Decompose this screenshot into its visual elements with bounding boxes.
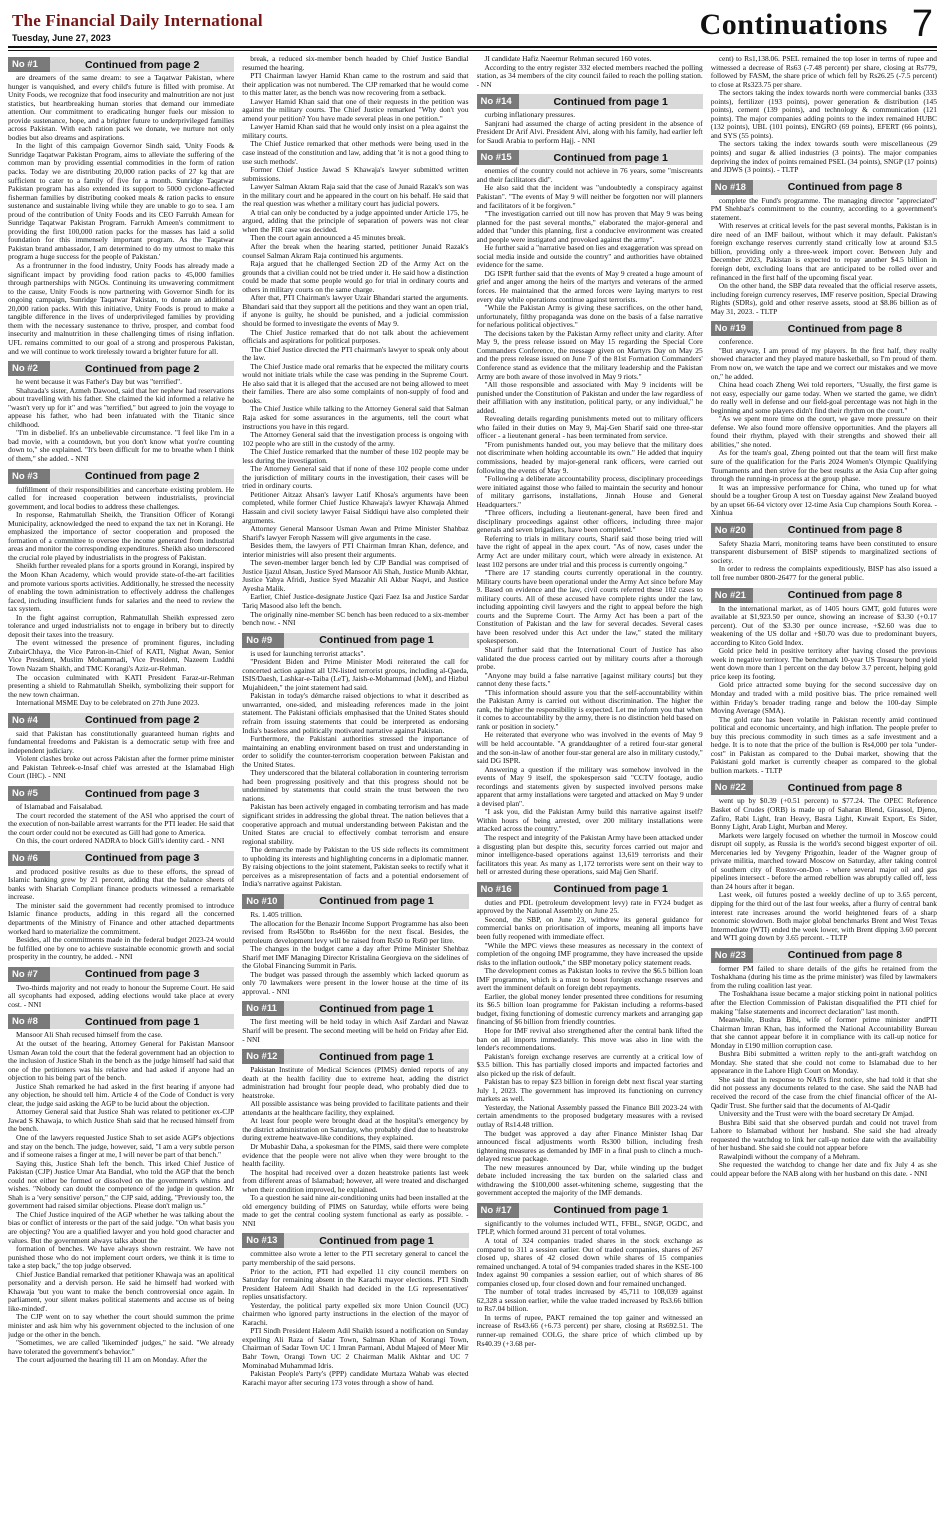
story-number-tag: No #1 bbox=[8, 57, 50, 72]
story-paragraph: fulfillment of their responsibilities and cancerbate existing problem. He called for increased cooperation between industrialists, provincial government, and local bodies to address these challenges. bbox=[8, 484, 235, 511]
story-paragraph: In the international market, as of 1405 hours GMT, gold futures were available at $1,923.50 per ounce, showing an increase of $3.30 (+0.17 percent). Out of the $3.30 per ounce increase, +$2.60 was due to weakening of the US dollar and +$0.70 was due to predominant buyers, according to Kitco Gold Index. bbox=[710, 603, 937, 647]
story-paragraph: former PM failed to share details of the gifts he retained from the Toshakhana (during his time as the prime minister) was filed by lawmakers from the ruling coalition last year. bbox=[710, 963, 937, 990]
story-header bbox=[8, 967, 234, 982]
story-paragraph: The Attorney General said that the investigation process is ongoing with 102 people who are still in the custody of the army. bbox=[242, 430, 469, 448]
story-paragraph: Pakistan has to repay $23 billion in foreign debt next fiscal year starting July 1, 2023. The government has improved its functioning on currency markets as well. bbox=[476, 1077, 703, 1104]
story-number-tag: No #10 bbox=[242, 894, 284, 909]
story bbox=[8, 1012, 234, 1364]
story bbox=[711, 178, 937, 317]
story-paragraph: Yesterday, the political party expelled six more Union Council (UC) chairmen who ignored party instructions in the election of the mayor of Karachi. bbox=[242, 1300, 469, 1327]
story-paragraph: The occasion culminated with KATI President Faraz-ur-Rehman presenting a shield to Rahmatullah Sheikh, symbolizing their support for the new town chairman. bbox=[8, 672, 235, 699]
story-paragraph: "Anyone may build a false narrative [against military courts] but they cannot deny these facts." bbox=[476, 670, 703, 689]
story-paragraph: One of the lawyers requested Justice Shah to set aside AGP's objections and stay on the bench. The judge, however, said, "I am a very subtle person and if someone raises a finger at me, I will never be part of that bench." bbox=[8, 1132, 235, 1160]
story-paragraph: Pakistan in today's démarche raised objections to what it described as unwarranted, one-sided, and misleading references made in the joint statement. The Pakistani officials emphasised that the United States should refrain from issuing statements that could be interpreted as endorsing India's baseless and politically motivated narrative against Pakistan. bbox=[242, 691, 469, 735]
masthead-left bbox=[8, 11, 263, 46]
story-paragraph: "Sometimes, we are called 'likeminded' judges," he said. "We already have tolerated the government's behavior." bbox=[8, 1338, 235, 1356]
story-paragraph: The respect and integrity of the Pakistan Army have been attacked under a disgusting plan but despite this, security forces carried out major and minor intelligence-based operations against 13,619 terrorists and their facilitators this year. As many as 1,172 terrorists were sent on their way to hell or arrested during these operations, said Maj Gen Sharif. bbox=[476, 833, 703, 877]
page-number: 7 bbox=[911, 3, 933, 45]
story-paragraph: Furthermore, the Pakistani authorities stressed the importance of maintaining an enabling environment based on trust and understanding in order to solidify the counter-terrorism cooperation between Pakistan and the United States. bbox=[242, 734, 469, 769]
story-paragraph: Rawalpindi without the company of a Mehram. bbox=[718, 1151, 860, 1161]
story-paragraph: complete the Fund's programme. The managing director "appreciated" PM Shehbaz's commitment to the country, according to a government's statement. bbox=[710, 195, 937, 222]
story bbox=[8, 55, 234, 356]
story-header bbox=[711, 523, 937, 538]
continued-label: Continued from page 3 bbox=[84, 787, 200, 800]
story-number-tag: No #9 bbox=[242, 633, 284, 648]
paper-name: The Financial Daily International bbox=[12, 11, 263, 30]
story-paragraph: With reserves at critical levels for the past several months, Pakistan is in dire need of an IMF bailout, without which it may default. Pakistan's foreign exchange reserves currently stand critically low at around $3.5 billion, providing only a three-week import cover. Between July and December 2023, Pakistan is expected to repay another $4.5 billion in foreign debt, excluding loans that are anticipated to be rolled over and refinanced in the first half of the upcoming fiscal year. bbox=[710, 221, 937, 282]
issue-date: Tuesday, June 27, 2023 bbox=[12, 33, 111, 43]
story-paragraph: The Chief Justice while talking to the Attorney General said that Salman Raja asked for some assurances in the arguments, tell the court what instructions you have in this regard. bbox=[242, 404, 469, 431]
story-paragraph: Referring to trials in military courts, Sharif said those being tried will have the right of appeal in the apex court. "As of now, cases under the Army Act are under military court, which were already in existence. At least 102 persons are under trial and this process is currently ongoing." bbox=[476, 533, 703, 569]
story bbox=[711, 319, 937, 517]
story-paragraph: The allocation for the Benazir Income Support Programme has also been revised from Rs450bn to Rs466bn for the next fiscal. Besides, the petroleum development levy will be raised from Rs50 to Rs60 per litre. bbox=[242, 918, 469, 945]
story bbox=[8, 711, 234, 781]
story-paragraph: Pakistan People's Party's (PPP) candidate Murtaza Wahab was elected Karachi mayor after securing 173 votes through a show of hand. bbox=[242, 1369, 469, 1387]
story-number-tag: No #22 bbox=[711, 780, 753, 795]
story-header bbox=[8, 361, 234, 376]
continued-label: Continued from page 3 bbox=[84, 968, 200, 981]
story-paragraph: He also said that the incident was "undoubtedly a conspiracy against Pakistan". "The events of May 9 will neither be forgotten nor will planners and facilitators of it be forgiven." bbox=[476, 183, 703, 210]
story-number-tag: No #18 bbox=[711, 180, 753, 195]
continued-label: Continued from page 8 bbox=[787, 781, 903, 794]
story-paragraph: PTI Chairman lawyer Hamid Khan came to the rostrum and said that their application was not numbered. The CJP remarked that he would come to this matter later, as the bench was now recovering from a setback. bbox=[242, 71, 469, 98]
story-paragraph: "This information should assure you that the self-accountability within the Pakistan Army is carried out without discrimination. The higher the rank, the higher the responsibility is expected. Let me inform you that when it comes to accountability by the army, there is no distinction held based on rank or position in society." bbox=[476, 687, 703, 731]
story-paragraph: According to the entry register 332 elected members reached the polling station, as 34 members of the city council failed to reach the polling station. - NN bbox=[476, 62, 703, 89]
column-3 bbox=[477, 55, 703, 1530]
story-paragraph: As a frontrunner in the food industry, Unity Foods has already made a significant impact by providing food ration packs to 45,000 families through partnerships with NGOs. Continuing its unwavering commitment to the cause, Unity Foods is now partnering with Governor Sindh for its ongoing campaign, Sunridge Taqatwar Pakistan, to donate an additional 20,000 ration packs. With this initiative, Unity Foods is proud to make a tangible difference in the lives of underprivileged families by providing them with the necessary sustenance to thrive, prosper, and combat food insecurity and malnutrition in these challenging times of rising inflation. UFL remains committed to our goal of a strong and prosperous Pakistan, and we will continue to work tirelessly toward a brighter future for all. bbox=[8, 261, 235, 356]
story-paragraph: Revealing details regarding punishments meted out to military officers who failed in their duties on May 9, Maj-Gen Sharif said one three-star officer - a lieutenant general - has been terminated from service. bbox=[476, 414, 703, 441]
masthead bbox=[8, 0, 937, 48]
continued-label: Continued from page 8 bbox=[787, 589, 903, 602]
continued-label: Continued from page 8 bbox=[787, 181, 903, 194]
story bbox=[242, 631, 468, 889]
story-paragraph: Besides them, the lawyers of PTI Chairman Imran Khan, defence, and interior ministries will also present their arguments. bbox=[242, 541, 469, 559]
continued-label: Continued from page 8 bbox=[787, 524, 903, 537]
story-number-tag: No #17 bbox=[477, 1203, 519, 1218]
column-4 bbox=[711, 55, 937, 1530]
story-paragraph: "From punishments handed out, you may believe that the military does not discriminate when holding accountable its own." He added that inquiry commissions, headed by major-general rank officers, were carried out following the events of May 9. bbox=[476, 439, 703, 475]
story bbox=[711, 946, 937, 1179]
story-paragraph: They underscored that the bilateral collaboration in countering terrorism had been progressing positively and that this progress should not be undermined by statements that could strain the trust between the two nations. bbox=[242, 768, 469, 803]
story-paragraph: Shahzada's sister, Azmeh Dawood, said that her nephew had reservations about travelling with his father. She claimed the kid informed a relative he "wasn't very up for it" and was "terrified," but agreed to join the voyage to appease his father, who had been infatuated with the Titanic since childhood. bbox=[8, 385, 235, 429]
story bbox=[242, 1047, 468, 1228]
story-header bbox=[477, 1203, 703, 1218]
story-paragraph: enemies of the country could not achieve in 76 years, some "miscreants and their facilitators did". bbox=[476, 166, 703, 184]
story-paragraph: After the break when the hearing started, petitioner Junaid Razak's counsel Salman Akram Raja continued his arguments. bbox=[242, 242, 469, 260]
story-paragraph: Earlier, Chief Justice-designate Justice Qazi Faez Isa and Justice Sardar Tariq Masood also left the bench. bbox=[242, 592, 469, 610]
story-paragraph: All possible assistance was being provided to facilitate patients and their attendants at the healthcare facility, they explained. bbox=[242, 1099, 469, 1117]
story-paragraph: committee also wrote a letter to the PTI secretary general to cancel the party membership of the said persons. bbox=[242, 1249, 469, 1267]
story-paragraph: Pakistan Institute of Medical Sciences (PIMS) denied reports of any death at the health facility due to extreme heat, adding the district administration had brought four people dead, who probably died due to heatstroke. bbox=[242, 1065, 469, 1100]
continued-label: Continued from page 1 bbox=[553, 151, 668, 164]
story-paragraph: "While the MPC views these measures as necessary in the context of completion of the ongoing IMF programme, they have increased the upside risks to the inflation outlook," the SBP monetary policy statement reads. bbox=[476, 940, 703, 967]
story-paragraph: Dr Mubashir Daha, a spokesman for the PIMS, said there were complete evidence that the people were not alive when they were brought to the health facility. bbox=[242, 1141, 469, 1169]
story-paragraph: Bushra Bibi submitted a written reply to the anti-graft watchdog on Monday. She stated that she could not come to Islamabad due to her appearance in the Lahore High Court on Monday. bbox=[710, 1049, 937, 1076]
story-paragraph: "But anyway, I am proud of my players. In the first half, they really showed character and they played mature basketball, so I'm proud of them. From now on, we watch the tape and we correct our mistakes and we move on," he added. bbox=[710, 345, 937, 381]
story-number-tag: No #19 bbox=[711, 321, 753, 336]
continued-label: Continued from page 1 bbox=[84, 1015, 200, 1028]
story-paragraph: Sanjrani had assumed the charge of acting president in the absence of President Dr Arif Alvi. President Alvi, along with his family, had earlier left for Saudi Arabia to perform Hajj. - NNI bbox=[476, 118, 703, 145]
story-paragraph: The development comes as Pakistan looks to revive the $6.5 billion loan IMF programme, which is a must to boost foreign exchange reserves and avert the imminent default on foreign debt repayments. bbox=[476, 966, 703, 993]
story bbox=[242, 999, 468, 1044]
story-paragraph: University and the Trust were with the board secretary Dr Amjad. bbox=[718, 1109, 914, 1119]
story-paragraph: She requested the watchdog to change her date and fix July 4 as she could appear before the NAB along with her husband on this date. - NNI bbox=[710, 1160, 937, 1178]
story-paragraph: Last week, oil futures posted a weekly decline of up to 3.65 percent, dipping for the third out of the last four weeks, after a flurry of central bank interest rate increases around the world heightened fears of a sharp economic slowdown. Both major global benchmarks Brent and West Texas Intermediate (WTI) ended the week lower, with Brent dipping 3.60 percent and WTI going down by 3.65 percent. - TLTP bbox=[710, 890, 937, 943]
story-paragraph: Answering a question if the military was somehow involved in the events of May 9 itself, the spokesperson said "CCTV footage, audio recordings and statements given by suspected involved persons make apparent that army installations were targeted and attacked on May 9 under a devised plan". bbox=[476, 764, 703, 808]
story-paragraph: Petitioner Aitzaz Ahsan's lawyer Latif Khosa's arguments have been completed, while former Chief Justice Khawaja's lawyer Khawaja Ahmed Hassain and civil society lawyer Faisal Siddiqui have also completed their arguments. bbox=[242, 489, 469, 525]
continued-label: Continued from page 2 bbox=[84, 58, 200, 71]
story bbox=[711, 521, 937, 583]
story-header bbox=[711, 780, 937, 795]
story-paragraph: A total of 324 companies traded shares in the stock exchange as compared to 311 a session earlier. Out of traded companies, shares of 267 closed up, shares of 42 closed down while shares of 15 companies remained unchanged. A total of 94 companies traded shares in the KSE-100 Index against 90 companies a session earlier, out of which shares of 86 companies closed up, four closed down and four remained unchanged. bbox=[476, 1236, 703, 1288]
story-paragraph: The Chief Justice remarked that other methods were being used in the case instead of the constitution and law, adding that 'it is not a good thing to use such methods'. bbox=[242, 139, 469, 166]
story-paragraph: The gold rate has been volatile in Pakistan recently amid continued political and economic uncertainty, and high inflation. The people prefer to buy this precious commodity in such times as a safe investment and a hedge. It is to note that the price of the bullion is Rs4,000 per tola "under-cost" in Pakistan as compared to the Dubai market, showing that the Pakistani gold market is currently cheaper as compared to the global bullion markets. - TLTP bbox=[710, 714, 937, 775]
story-paragraph: The number of total trades increased by 45,711 to 108,039 against 62,328 a session earlier, while the value traded increased by Rs3.66 billion to Rs7.04 billion. bbox=[476, 1287, 703, 1314]
story-paragraph: Meanwhile, Bushra Bibi, wife of former prime minister andPTI Chairman Imran Khan, has informed the National Accountability Bureau that she cannot appear before it in compliance with its call-up notice for Monday in £190 million corruption case. bbox=[710, 1015, 937, 1050]
story-header bbox=[242, 633, 468, 648]
story bbox=[242, 55, 468, 628]
story-paragraph: Sharif further said that the International Court of Justice has also validated the due process carried out by military courts after a thorough probe. bbox=[476, 645, 703, 672]
story bbox=[477, 880, 703, 1198]
story bbox=[8, 467, 234, 708]
story-paragraph: The Chief Justice remarked that do not talk about the achievement officials and aspirations for political purposes. bbox=[242, 327, 469, 346]
continued-label: Continued from page 8 bbox=[787, 322, 903, 335]
story-header bbox=[8, 469, 234, 484]
section-title: Continuations bbox=[699, 7, 888, 41]
continued-label: Continued from page 1 bbox=[553, 95, 668, 108]
article-columns bbox=[8, 55, 937, 1530]
story-paragraph: In the fight against corruption, Rahmatullah Sheikh expressed zero tolerance and urged industrialists not to engage in bribery but to directly deposit their taxes into the treasury. bbox=[8, 612, 235, 639]
story-number-tag: No #14 bbox=[477, 94, 519, 109]
story-number-tag: No #23 bbox=[711, 948, 753, 963]
continued-label: Continued from page 1 bbox=[319, 895, 434, 908]
continued-label: Continued from page 1 bbox=[553, 883, 668, 896]
story-header bbox=[8, 713, 234, 728]
story-paragraph: PTI Sindh President Haleem Adil Shaikh issued a notification on Sunday expelling Ali Raza of Sadar Town, Salman Khan of Korangi Town, Chairman of Sadar Town UC 1 Imran Parmani, Abdul Majeed of Meer Mir Bahr Town, Orangi Town UC 2 Chairman Malik Akhtar and UC 7 Mominabad Muhammad Idris. bbox=[242, 1326, 469, 1370]
story bbox=[477, 92, 703, 145]
story-number-tag: No #16 bbox=[477, 882, 519, 897]
story-paragraph: The decisions taken by the Pakistan Army reflect unity and clarity. After May 9, the press release issued on May 15 regarding the Special Core Commanders Conference, the message given on Martyrs Day on May 25 and the press release issued on June 7 of the 81st Formation Commanders' Conference stand as evidence that the military leadership and the Pakistan Army are both aware of those involved in May 9 riots." bbox=[476, 328, 703, 381]
story-paragraph: She said that in response to NAB's first notice, she had told it that she did not possess any documents related to the case. She said the NAB had received the record of the case from the chief financial officer of the Al-Qadir Trust. She further said that the documents of Al-Qadir bbox=[710, 1074, 937, 1110]
story-paragraph: After that, PTI Chairman's lawyer Uzair Bhandari started the arguments. Bhandari said that they support all the petitions and they want an open trial, if anyone is guilty, he should be punished, and a judicial commission should be formed to investigate the events of May 9. bbox=[242, 293, 469, 328]
story-paragraph: In the light of this campaign Governor Sindh said, 'Unity Foods & Sunridge Taqatwar Pakistan Program, aims to alleviate the suffering of the common man by providing essential commodities in the form of ration packs. Today we are distributing 20,000 ration packs of 27 kg that are sufficient to cater to a family of five for a month. Sunridge Taqatwar Pakistan program has also extended its support to 5000 cyclone-affected fisherman families by distributing cooked meals & ration packs to ensure sustenance and sustainable living while they are unable to go to sea. I am proud of the contribution of Unity Foods and its CEO Farrukh Amean for Sunridge Taqatwar Pakistan Program. Farrukh Ameen's commitment to providing the first 100,000 ration packs for the masses has laid a solid foundation for this immensely important program. As the Taqatwar Pakistan brand ambassador, I am determined to do my utmost to make this program a huge success for the people of Pakistan.' bbox=[8, 141, 235, 262]
column-1 bbox=[8, 55, 234, 1530]
story-paragraph: Markets were largely focused on whether the turmoil in Moscow could disrupt oil supply, as Russia is the world's second biggest exporter of oil. Mercenaries led by Yevgeny Prigozhin, leader of the Wagner group of private militia, marched toward Moscow on Saturday, after taking control of southern city of Rostov-on-Don - where several major oil and gas pipelines intersect - before the armed rebellion was abruptly called off, less than 24 hours after it began. bbox=[710, 830, 937, 891]
story-paragraph: Mansoor Ali Shah recused himself from the case. bbox=[16, 1030, 163, 1040]
story-paragraph: DG ISPR further said that the events of May 9 created a huge amount of grief and anger among the heirs of the martyrs and veterans of the armed forces. He maintained that the armed forces were laying martyrs to rest every day while operations continue against terrorists. bbox=[476, 268, 703, 304]
story-number-tag: No #3 bbox=[8, 469, 50, 484]
column-2 bbox=[242, 55, 468, 1530]
story bbox=[8, 965, 234, 1010]
story-header bbox=[477, 94, 703, 109]
story-paragraph: Earlier, the global money lender presented three conditions for resuming its $6.5 billion loan programme for Pakistan including a reforms-based budget, fixing functioning of domestic currency markets and arranging gap financing of $6 billion from friendly countries. bbox=[476, 991, 703, 1027]
story-paragraph: curbing inflationary pressures. bbox=[484, 110, 576, 120]
story-header bbox=[711, 588, 937, 603]
story-paragraph: Saying this, Justice Shah left the bench. This irked Chief Justice of Pakistan (CJP) Justice Umar Ata Bandial, who told the AGP that the bench could not either be formed or dissolved on the government's whims and wishes. "Nobody can doubt the competence of the judge in question. Mr Shah is a 'very sensitive' person," the CJP said, adding, "Previously too, the government had raised similar objections. Please don't malign us." bbox=[8, 1158, 235, 1211]
story-header bbox=[477, 150, 703, 165]
story-paragraph: The court recorded the statement of the ASI who apprised the court of the execution of non-bailable arrest warrants for the PTI leader. He said that the court order could not be executed as Gill had gone to America. bbox=[8, 810, 235, 837]
story-header bbox=[8, 57, 234, 72]
continued-label: Continued from page 2 bbox=[84, 470, 200, 483]
story-paragraph: Former Chief Justice Jawad S Khawaja's lawyer submitted written submissions. bbox=[242, 165, 469, 183]
story-number-tag: No #12 bbox=[242, 1049, 284, 1064]
story-paragraph: In terms of rupee, PAKT remained the top gainer and witnessed an increase of Rs43.66 (+6.73 percent) per share, closing at Rs692.51. The runner-up remained COLG, the share price of which climbed up by Rs40.39 (+3.68 per- bbox=[476, 1312, 703, 1348]
story-paragraph: The sectors taking the index towards north were commercial banks (333 points), fertilizer (193 points), power generation & distribution (145 points), cement (139 points), and technology & communication (121 points). The major companies adding points to the index remained HUBC (132 points), UBL (101 points), ENGRO (69 points), EFERT (66 points), and SYS (55 points). bbox=[710, 88, 937, 140]
story-number-tag: No #8 bbox=[8, 1014, 50, 1029]
continued-label: Continued from page 3 bbox=[84, 852, 200, 865]
story-number-tag: No #15 bbox=[477, 150, 519, 165]
story bbox=[711, 586, 937, 776]
story-paragraph: "I'm in disbelief. It's an unbelievable circumstance. "I feel like I'm in a bad movie, with a countdown, but you don't know what you're counting down to," she explained. "It's been difficult for me to breathe when I think of them," she added. - NNI bbox=[8, 428, 235, 463]
story-paragraph: The Chief Justice inquired of the AGP whether he was talking about the bias or conflict of interests or the part of the said judge. "On what basis you are objecting? You are a qualified lawyer and you hold good character and values. But the government always talks about the bbox=[8, 1209, 235, 1245]
story-paragraph: are dreamers of the same dream: to see a Taqatwar Pakistan, where hunger is vanquished, and every child's future is filled with promise. At Unity Foods, we recognize that food insecurity and malnutrition are not just statistics, but heartbreaking human stories that demand our immediate attention. Our commitment to eradicating hunger fuels our mission to provide sustenance, hope, and a brighter future to underprivileged families across Pakistan. With each ration pack we donate, we nurture not only bodies but also dreams and aspirations. bbox=[8, 73, 235, 142]
story-header bbox=[242, 1001, 468, 1016]
story-paragraph: break, a reduced six-member bench headed by Chief Justice Bandial resumed the hearing. bbox=[242, 55, 469, 72]
story-number-tag: No #20 bbox=[711, 523, 753, 538]
story-paragraph: The CJP went on to say whether the court should summon the prime minister and ask him why his government objected to the inclusion of one judge or the other in the bench. bbox=[8, 1312, 235, 1339]
story-paragraph: "As we spent more time on the court, we gave more pressure on their defense. We also found more offensive opportunities. And the players all found their rhythm, played with their strengths and showed their all abilities," she noted. bbox=[710, 414, 937, 449]
story-header bbox=[477, 882, 703, 897]
story bbox=[8, 784, 234, 846]
story-paragraph: Yesterday, the National Assembly passed the Finance Bill 2023-24 with certain amendments to the proposed budgetary measures with a revised outlay of Rs14.48 trillion. bbox=[476, 1102, 703, 1129]
story-header bbox=[242, 1233, 468, 1248]
story-paragraph: A trial can only be conducted by a judge appointed under Article 175, he argued, adding that the principle of separation of powers was not clear when the FIR case was decided. bbox=[242, 207, 469, 234]
story-paragraph: said that Pakistan has constitutionally guaranteed human rights and fundamental freedoms and Pakistan is a democratic setup with free and independent judiciary. bbox=[8, 728, 235, 755]
story-number-tag: No #5 bbox=[8, 786, 50, 801]
story-paragraph: The Chief Justice made oral remarks that he expected the military courts would not initiate trials while the case was pending in the Supreme Court. He also said that it is alleged that the accused are not being allowed to meet their families. There are also some complaints of non-supply of food and books. bbox=[242, 361, 469, 405]
story-paragraph: International MSME Day to be celebrated on 27th June 2023. bbox=[16, 698, 200, 708]
story bbox=[242, 892, 468, 996]
story-paragraph: conference. bbox=[718, 337, 754, 347]
story-number-tag: No #4 bbox=[8, 713, 50, 728]
story bbox=[8, 849, 234, 962]
story-paragraph: The event witnessed the presence of prominent figures, including ZubairChhaya, the Vice Patron-in-Chief of KATI, Nighat Awan, Senior Vice President, Muslim Mohammadi, Vice President, Nazeem Luddhi Town Nazam Shaikh, and TMC Korangi's Aziz-ur-Rehman. bbox=[8, 638, 235, 673]
story-paragraph: "Following a deliberate accountability process, disciplinary proceedings were initiated against those who failed to maintain the security and honour of military garrisons, installations, Jinnah House and General Headquarters." bbox=[476, 474, 703, 509]
story-paragraph: On this, the court ordered NADRA to block Gill's identity card. - NNI bbox=[16, 836, 225, 846]
story-header bbox=[711, 948, 937, 963]
story-header bbox=[242, 894, 468, 909]
story-paragraph: "There are 17 standing courts currently operational in the country. Military courts have been operational under the Army Act since before May 9. Based on evidence and the law, civil courts referred these 102 cases to military courts. All of these accused have complete rights under the law, including appointing civil lawyers and the right to appeal before the high courts and the Supreme Court. The Army Act has been a part of the Constitution of Pakistan and the law for several decades. Several cases have been resolved under this Act under the law," stated the military spokesperson. bbox=[476, 568, 703, 646]
story-paragraph: he went because it was Father's Day but was "terrified". bbox=[16, 377, 183, 387]
continued-label: Continued from page 8 bbox=[787, 949, 903, 962]
story-paragraph: Pakistan has been actively engaged in combating terrorism and has made significant strides in addressing the global threat. The nation believes that a cooperative approach and mutual understanding between Pakistan and the United States are crucial to effectively combat terrorism and ensure regional stability. bbox=[242, 802, 469, 846]
story-paragraph: Besides, all the commitments made in the federal budget 2023-24 would be fulfilled one by one to achieve sustainable economic growth and social prosperity in the country, he added. - NNI bbox=[8, 935, 235, 962]
masthead-right bbox=[700, 3, 937, 46]
story-paragraph: In order to redress the complaints expeditiously, BISP has also issued a toll free number 0800-26477 for the general public. bbox=[710, 564, 937, 582]
story-number-tag: No #21 bbox=[711, 588, 753, 603]
masthead-rule bbox=[8, 50, 937, 51]
story-paragraph: As for the team's goal, Zheng pointed out that the team will first make sure of the qualification for the Paris 2024 Women's Olympic Qualifying Tournaments and then strive for the best results at the Asia Cup after going through the running-in process at the group phase. bbox=[710, 448, 937, 484]
continued-label: Continued from page 1 bbox=[319, 634, 434, 647]
story-paragraph: Bushra Bibi said that she observed purdah and could not travel from Lahore to Islamabad without her husband. She said she had already requested the watchdog to link her call-up notice date with the availability of her husband. She said she could not appear before bbox=[710, 1117, 937, 1153]
story-paragraph: On the other hand, the SBP data revealed that the official reserve assets, including foreign currency reserves, IMF reserve position, Special Drawing Rights (SDRs), gold and other reserve assets, stood at $8.86 billion as of May 31, 2023. - TLTP bbox=[710, 281, 937, 316]
story-paragraph: Gold price attracted some buying for the second successive day on Monday and traded with a mild positive bias. The price remained well within Friday's broader trading range and below the 100-day Simple Moving Average (SMA). bbox=[710, 680, 937, 716]
story-paragraph: The minister said the government had recently promised to introduce Islamic finance products, adding in this regard all the concerned departments of the Ministry of Finance and other attached departments worked hard to materialize the commitment. bbox=[8, 900, 235, 936]
story-paragraph: The Chief Justice remarked that the number of these 102 people may be less during the investigation. bbox=[242, 447, 469, 465]
story-paragraph: Then the court again announced a 45 minutes break. bbox=[250, 233, 406, 243]
story-paragraph: and produced positive results as due to these efforts, the spread of Islamic banking grew by 21 percent, adding that the balance sheets of banks with Shariah Compliant finance products witnessed a remarkable increase. bbox=[8, 866, 235, 902]
story-paragraph: The Attorney General said that if none of these 102 people come under the jurisdiction of military courts in the investigation, their cases will be tried in ordinary courts. bbox=[242, 464, 469, 491]
continued-label: Continued from page 1 bbox=[319, 1234, 434, 1247]
story bbox=[477, 148, 703, 876]
story-paragraph: Second, the SBP, on June 23, withdrew its general guidance for commercial banks on prioritisation of imports, meaning all imports have been fully reopened with immediate effect. bbox=[476, 914, 703, 941]
story-paragraph: Raja argued that he challenged Section 2D of the Army Act on the grounds that a civilian could not be tried under it. He said how a distinction could be made that some people would go for trial in ordinary courts and others in military courts on the same charge. bbox=[242, 259, 469, 294]
story-paragraph: Sheikh further revealed plans for a sports ground in Korangi, inspired by the Moon Khan Academy, which would provide state-of-the-art facilities and promote various sports activities. Additionally, he stressed the necessity of enabling the town administration to effectively address the challenges faced, including insufficient funds for salaries and the need to review the tax system. bbox=[8, 561, 235, 614]
story-paragraph: "President Biden and Prime Minister Modi reiterated the call for concerted action against all UN-listed terrorist groups, including al-Qaeda, ISIS/Daesh, Lashkar-e-Taiba (LeT), Jaish-e-Mohammad (JeM), and Hizbul Mujahideen," the joint statement had said. bbox=[242, 657, 469, 692]
story-paragraph: Lawyer Hamid Khan said that he would only insist on a plea against the military courts. bbox=[242, 122, 469, 140]
story bbox=[711, 55, 937, 175]
story-header bbox=[8, 786, 234, 801]
story bbox=[711, 778, 937, 942]
story-paragraph: It was an impressive performance for China, who tuned up for what should be a tougher Group A test on Tuesday against New Zealand buoyed by an upset 66-64 victory over 12-time Asia Cup champions South Korea. - Xinhua bbox=[710, 482, 937, 518]
story-paragraph: significantly to the volumes included WTL, FFBL, SNGP, OGDC, and TPLP, which formed around 31 percent of total volumes. bbox=[476, 1218, 703, 1237]
story-paragraph: The changes in the budget came a day after Prime Minister Shehbaz Sharif met IMF Managing Director Kristalina Georgieva on the sidelines of the Global Financing Summit in Paris. bbox=[242, 944, 469, 971]
story-paragraph: "While the Pakistan Army is giving these sacrifices, on the other hand, unfortunately, filthy propaganda was done on the basis of a false narrative for nefarious political objectives." bbox=[476, 303, 703, 330]
story-paragraph: "Three officers, including a lieutenant-general, have been fired and disciplinary proceedings against other officers, including three major generals and seven brigadiers, have been completed." bbox=[476, 508, 703, 535]
continued-label: Continued from page 1 bbox=[319, 1050, 434, 1063]
story-paragraph: formation of benches. We have always shown restraint. We have not punished those who do not implement court orders, we think it is time to take a step back," the top judge observed. bbox=[8, 1244, 235, 1271]
story-paragraph: The demarche made by Pakistan to the US side reflects its commitment to upholding its interests and highlighting concerns in a diplomatic manner. By raising objections to the joint statement, Pakistan seeks to rectify what it perceives as a misrepresentation of facts and a potential endorsement of India's narrative against Pakistan. bbox=[242, 845, 469, 889]
story-number-tag: No #11 bbox=[242, 1001, 284, 1016]
story-paragraph: went up by $0.39 (+0.51 percent) to $77.24. The OPEC Reference Basket of Crudes (ORB) is made up of Saharan Blend, Girassol, Djeno, Zafiro, Rabi Light, Iran Heavy, Basra Light, Kuwait Export, Es Sider, Bonny Light, Arab Light, Murban and Merey. bbox=[710, 796, 937, 832]
story-number-tag: No #7 bbox=[8, 967, 50, 982]
story-paragraph: Lawyer Salman Akram Raja said that the case of Junaid Razak's son was in the military court and he appeared in the court on his behalf. He said that the real question was whether a military court has judicial powers. bbox=[242, 182, 469, 209]
story-paragraph: The sectors taking the index towards south were miscellaneous (29 points) and sugar & allied industries (3 points). The major companies depriving the index of points remained PSEL (34 points), SNGP (17 points) and JDWS (3 points). - TLTP bbox=[710, 139, 937, 175]
story-paragraph: To a question he said nine air-conditioning units had been installed at the old emergency building of PIMS on Saturday, while efforts were being made to get the central cooling system functional as early as possible. - NNI bbox=[242, 1193, 469, 1228]
story-header bbox=[711, 180, 937, 195]
story-paragraph: duties and PDL (petroleum development levy) rate in FY24 budget as approved by the National Assembly on June 25. bbox=[476, 897, 703, 916]
story-paragraph: Attorney General Mansoor Usman Awan and Prime Minister Shahbaz Sharif's lawyer Feroph Nassem will give arguments in the case. bbox=[242, 524, 469, 542]
story-header bbox=[8, 851, 234, 866]
story-paragraph: The originally nine-member SC bench has been reduced to a six-member bench now. - NNI bbox=[242, 609, 469, 628]
story-paragraph: The budget was approved a day after Finance Minister Ishaq Dar announced fiscal adjustments worth Rs300 billion, including fresh tightening measures as demanded by IMF in a final push to clinch a much-delayed rescue package. bbox=[476, 1128, 703, 1164]
story-paragraph: The seven-member larger bench led by CJP Bandial was comprised of Justice Ijazul Ahsan, Justice Syed Mansoor Ali Shah, Justice Munib Akhtar, Justice Yahya Afridi, Justice Syed Mazahir Ali Akbar Naqvi, and Justice Ayesha Malik. bbox=[242, 558, 469, 593]
story-paragraph: Justice Shah remarked he had asked in the first hearing if anyone had any objection, he should tell him. Article 4 of the Code of Conduct is very clear, the judge said asking the AGP to be lucid about the objection. bbox=[8, 1081, 235, 1108]
story-paragraph: In response, Rahmatullah Sheikh, the Transition Officer of Korangi Municipality, acknowledged the need to expand the tax net in Korangi. He emphasized the importance of sector cooperation and proposed the formation of a committee to oversee the income generated from industrial areas and monitor the corresponding expenditures. Sheikh also underscored the crucial role played by industrialists in the progress of Pakistan. bbox=[8, 510, 235, 562]
story-paragraph: Gold price held in positive territory after having closed the previous week in negative territory. The benchmark 10-year US Treasury bond yield went down more than 1 percent on the day below 3.7 percent, helping gold price keep its footing. bbox=[710, 646, 937, 681]
story-paragraph: Pakistan's foreign exchange reserves are currently at a critical low of $3.5 billion. This has partially closed imports and impacted factories and also picked up the risk of default. bbox=[476, 1051, 703, 1078]
story bbox=[477, 1201, 703, 1348]
story-paragraph: Hope for IMF revival also strengthened after the central bank lifted the ban on all imports immediately. This move was also in line with the lender's recommendations. bbox=[476, 1025, 703, 1053]
story-paragraph: Two-thirds majority and not ready to honour the Supreme Court. He said all sycophants had exposed, adding elections would take place at every cost. - NNI bbox=[8, 982, 235, 1009]
story-header bbox=[242, 1049, 468, 1064]
story-number-tag: No #2 bbox=[8, 361, 50, 376]
story-paragraph: "All those responsible and associated with May 9 incidents will be punished under the Constitution of Pakistan and under the law regardless of their affiliation with any institution, political party, or any individual," he added. bbox=[476, 380, 703, 415]
story-paragraph: Safety Shazia Marri, monitoring teams have been constituted to ensure transparent disbursement of BISP stipends to marginalized sections of society. bbox=[710, 538, 937, 565]
story-paragraph: Violent clashes broke out across Pakistan after the former prime minister and Pakistan Tehreek-e-Insaf chief was arrested at the Islamabad High Court (IHC). - NNI bbox=[8, 754, 235, 781]
story-paragraph: Lawyer Hamid Khan said that one of their requests in the petition was against the military courts. The Chief Justice remarked "Why don't you amend your petition? You have made several pleas in one petition." bbox=[242, 96, 469, 123]
story-paragraph: The Toshakhana issue became a major sticking point in national politics after the Election Commission of Pakistan disqualified the PTI chief for making "false statements and incorrect declaration" last month. bbox=[710, 989, 937, 1016]
story-number-tag: No #6 bbox=[8, 851, 50, 866]
story-number-tag: No #13 bbox=[242, 1233, 284, 1248]
story-paragraph: Chief Justice Bandial remarked that petitioner Khawaja was an apolitical personality and a dervish person. He said he himself had worked with Khawaja 'but you want to make the bench controversial once again. In parliament, your silent makes political statements and accuse us of being like-minded'. bbox=[8, 1269, 235, 1313]
story-paragraph: The first meeting will be held today in which Asif Zardari and Nawaz Sharif will be present. The second meeting will be held on Friday after Eid. - NNI bbox=[242, 1017, 469, 1044]
story-paragraph: cent) to Rs1,138.06. PSEL remained the top loser in terms of rupee and witnessed a decrease of Rs63 (-7.48 percent) per share, closing at Rs779, followed by FASM, the share price of which fell by Rs26.25 (-7.5 percent) to close at Rs323.75 per share. bbox=[710, 55, 937, 89]
story-paragraph: The Chief Justice directed the PTI chairman's lawyer to speak only about the law. bbox=[242, 344, 469, 363]
story bbox=[477, 55, 703, 89]
story-paragraph: of Islamabad and Faisalabad. bbox=[16, 802, 103, 812]
story-paragraph: JI candidate Hafiz Naeemur Rehman secured 160 votes. bbox=[484, 55, 652, 63]
continued-label: Continued from page 1 bbox=[553, 1204, 668, 1217]
story bbox=[242, 1231, 468, 1387]
story bbox=[8, 359, 234, 463]
story-paragraph: Attorney General said that Justice Shah was related to petitioner ex-CJP Jawad S Khawaja, to which Justice Shah said that he recused himself from the bench. bbox=[8, 1107, 235, 1134]
story-paragraph: The new measures announced by Dar, while winding up the budget debate included increasing the tax burden on the salaried class and withdrawing the $100,000 asset-whitening scheme, suggesting that the government accepted the majority of the IMF demands. bbox=[476, 1162, 703, 1198]
story-paragraph: He reiterated that everyone who was involved in the events of May 9 will be held accountable. "A granddaughter of a retired four-star general and the son-in-law of another four-star general are also in military custody," said DG ISPR. bbox=[476, 730, 703, 766]
continued-label: Continued from page 2 bbox=[84, 714, 200, 727]
story-paragraph: "The investigation carried out till now has proven that May 9 was being planned for the past several months," elaborated the major-general and added that "under this planning, first a conducive environment was created and people were instigated and provoked against the army". bbox=[476, 209, 703, 244]
continued-label: Continued from page 2 bbox=[84, 362, 200, 375]
story-paragraph: The budget was passed through the assembly which lacked quorum as only 70 lawmakers were present in the lower house at the time of its approval. - NNI bbox=[242, 969, 469, 996]
story-paragraph: At the outset of the hearing, Attorney General for Pakistan Mansoor Usman Awan told the court that the federal government had an objection to the inclusion of Justice Shah in the bench as the judge himself had said that one of the petitioners was his relative and had asked if anyone had an objection to his being part of the bench. bbox=[8, 1038, 235, 1083]
continued-label: Continued from page 1 bbox=[319, 1002, 434, 1015]
story-paragraph: He further said a "narrative based on lies and exaggeration was spread on social media inside and outside the country" and authorities have obtained evidence for the same. bbox=[476, 243, 703, 270]
story-paragraph: At least four people were brought dead at the hospital's emergency by the district administration on Saturday, who probably died due to heatstroke during extreme heatwave-like conditions, they explained. bbox=[242, 1116, 469, 1143]
story-header bbox=[711, 321, 937, 336]
story-paragraph: China head coach Zheng Wei told reporters, "Usually, the first game is not easy, especially our game today. When we started the game, we didn't do really well in defense and our field-goal percentage was not high in the beginning and some players didn't find their rhythm on the court." bbox=[710, 380, 937, 415]
story-paragraph: The court adjourned the hearing till 11 am on Monday. After the bbox=[16, 1355, 207, 1365]
story-paragraph: "I ask you, did the Pakistan Army build this narrative against itself? Within hours of being arrested, over 200 military installations were attacked across the country." bbox=[476, 807, 703, 834]
story-header bbox=[8, 1014, 234, 1029]
story-paragraph: Rs. 1.405 trillion. bbox=[250, 909, 303, 919]
story-paragraph: Prior to the action, PTI had expelled 11 city council members on Saturday for remaining absent in the Karachi mayor elections. PTI Sindh President Haleem Adil Shaikh had decided in the LG representatives' replies unsatisfactory. bbox=[242, 1266, 469, 1302]
story-paragraph: The hospital had received over a dozen heatstroke patients last week from different areas of Islamabad; however, all were treated and discharged when their condition improved, he explained. bbox=[242, 1167, 469, 1194]
story-paragraph: is used for launching terrorist attacks". bbox=[250, 648, 366, 658]
